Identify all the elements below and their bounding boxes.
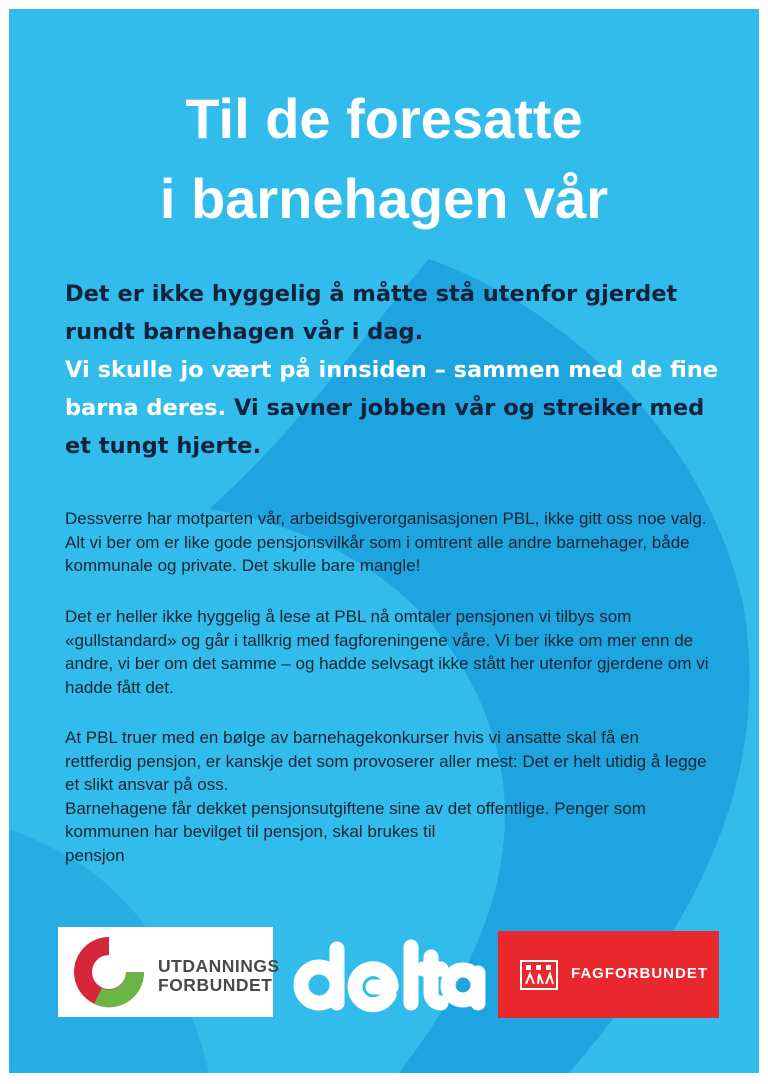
fagforbundet-wordmark: FAGFORBUNDET — [571, 965, 708, 982]
paragraph-3: At PBL truer med en bølge av barnehagekonkurser hvis vi ansatte skal få en rettferdig pensjon, er kanskje det som provoserer aller mest: Det er helt utidig å legge et slikt ansvar på oss. — [65, 728, 707, 794]
udf-line-1: UTDANNINGS — [158, 956, 280, 976]
paragraph-3-block — [65, 726, 710, 867]
delta-logo — [289, 929, 487, 1025]
poster — [9, 9, 759, 1073]
lead-text — [65, 275, 725, 465]
fagforbundet-emblem-icon — [520, 960, 558, 990]
utdanningsforbundet-ring-icon — [64, 927, 154, 1017]
utdanningsforbundet-wordmark — [158, 957, 280, 995]
lead-part-2: Vi skulle jo vært på innsiden – sammen med de fine barna deres. — [65, 357, 719, 421]
lead-part-3: Vi savner jobben vår og streiker med et tungt hjerte. — [65, 395, 705, 459]
paragraph-4: Barnehagene får dekket pensjonsutgiftene sine av det offentlige. Penger som kommunen har bevilget til pensjon, skal brukes til — [65, 798, 646, 841]
title-line-1: Til de foresatte — [185, 87, 583, 150]
lead-part-1: Det er ikke hyggelig å måtte stå utenfor gjerdet rundt barnehagen vår i dag. — [65, 281, 678, 345]
title-line-2: i barnehagen vår — [159, 167, 609, 230]
paragraph-2: Det er heller ikke hyggelig å lese at PBL nå omtaler pensjonen vi tilbys som «gullstandard» og går i tallkrig med fagforeningene våre. Vi ber ikke om mer enn de andre, vi ber om det samme – og hadde selvsagt ikke stått her utenfor gjerdene om vi hadde fått det. — [65, 607, 709, 697]
utdanningsforbundet-logo — [58, 927, 280, 1017]
paragraph-1: Dessverre har motparten vår, arbeidsgiverorganisasjonen PBL, ikke gitt oss noe valg. Alt vi ber om er like gode pensjonsvilkår som i omtrent alle andre barnehager, både kommunale og private. Det skulle bare mangle! — [65, 509, 707, 575]
paragraph-5: pensjon — [65, 845, 125, 865]
udf-line-2: FORBUNDET — [158, 975, 273, 995]
fagforbundet-logo — [498, 931, 719, 1018]
page-title — [9, 79, 759, 239]
